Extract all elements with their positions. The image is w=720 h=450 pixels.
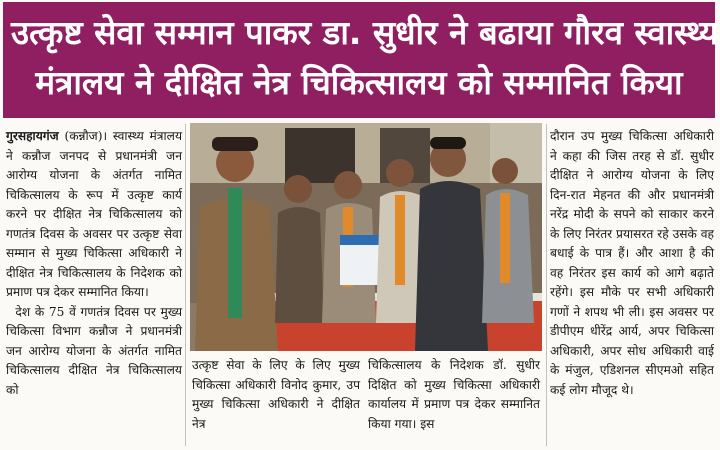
caption-text-a: उत्कृष्ट सेवा के लिए के लिए मुख्य चिकित्सा अधिकारी विनोद कुमार, उप मुख्य चिकित्सा अधिकारी ने दीक्षित नेत्र [192, 358, 360, 431]
news-photo [190, 123, 542, 351]
article-paragraph-2: देश के 75 वें गणतंत्र दिवस पर मुख्य चिकित्सा विभाग कन्नौज ने प्रधानमंत्री जन आरोग्य योजना के अंतर्गत नामित चिकित्सालय दीक्षित नेत्र चिकित्सालय को [6, 304, 183, 397]
dateline-district: (कन्नौज)। [64, 129, 108, 143]
article-paragraph-right: दौरान उप मुख्य चिकित्सा अधिकारी ने कहा की जिस तरह से डॉ. सुधीर दीक्षित ने आरोग्य योजना के लिए दिन-रात मेहनत की और प्रधानमंत्री नरेंद्र मोदी के सपने को साकार करने के लिए निरंतर प्रयासरत रहे उसके वह बधाई के पात्र हैं। और आशा है की वह निरंतर इस कार्य को आगे बढ़ाते रहेंगे। इस मौके पर सभी अधिकारी गणों ने शपथ भी ली। इस अवसर पर डीपीएम धीरेंद्र आर्य, अपर चिकित्सा अधिकारी, अपर सोध अधिकारी वाई के मंजुल, एडिशनल सीएमओ सहित कई लोग मौजूद थे। [550, 129, 714, 397]
article-paragraph-1: स्वास्थ्य मंत्रालय ने कन्नौज जनपद से प्रधानमंत्री जन आरोग्य योजना के अंतर्गत नामित चिकित्सालय के रूप में उत्कृष्ट कार्य करने पर दीक्षित नेत्र चिकित्सालय को गणतंत्र दिवस के अवसर पर उत्कृष्ट सेवा सम्मान से मुख्य चिकित्सा अधिकारी ने दीक्षित नेत्र चिकित्सालय के निदेशक को प्रमाण पत्र देकर सम्मानित किया। [6, 129, 183, 299]
caption-text-b: चिकित्सालय के निदेशक डॉ. सुधीर दिक्षित को मुख्य चिकित्सा अधिकारी कार्यालय में प्रमाण पत्र देकर सम्मानित किया गया। इस [368, 358, 540, 431]
headline-banner [3, 2, 719, 118]
column-divider [546, 124, 547, 446]
column-divider [185, 124, 186, 446]
article-column-right [550, 127, 714, 447]
headline-line-2: मंत्रालय ने दीक्षित नेत्र चिकित्सालय को सम्मानित किया [35, 63, 683, 102]
dateline-place: गुरसहायगंज [6, 129, 59, 143]
caption-column-a [192, 356, 360, 446]
article-column-1 [6, 127, 182, 447]
caption-column-b [368, 356, 540, 446]
headline-line-1: उत्कृष्ट सेवा सम्मान पाकर डा. सुधीर ने बढाया गौरव स्वास्थ्य [11, 13, 719, 52]
